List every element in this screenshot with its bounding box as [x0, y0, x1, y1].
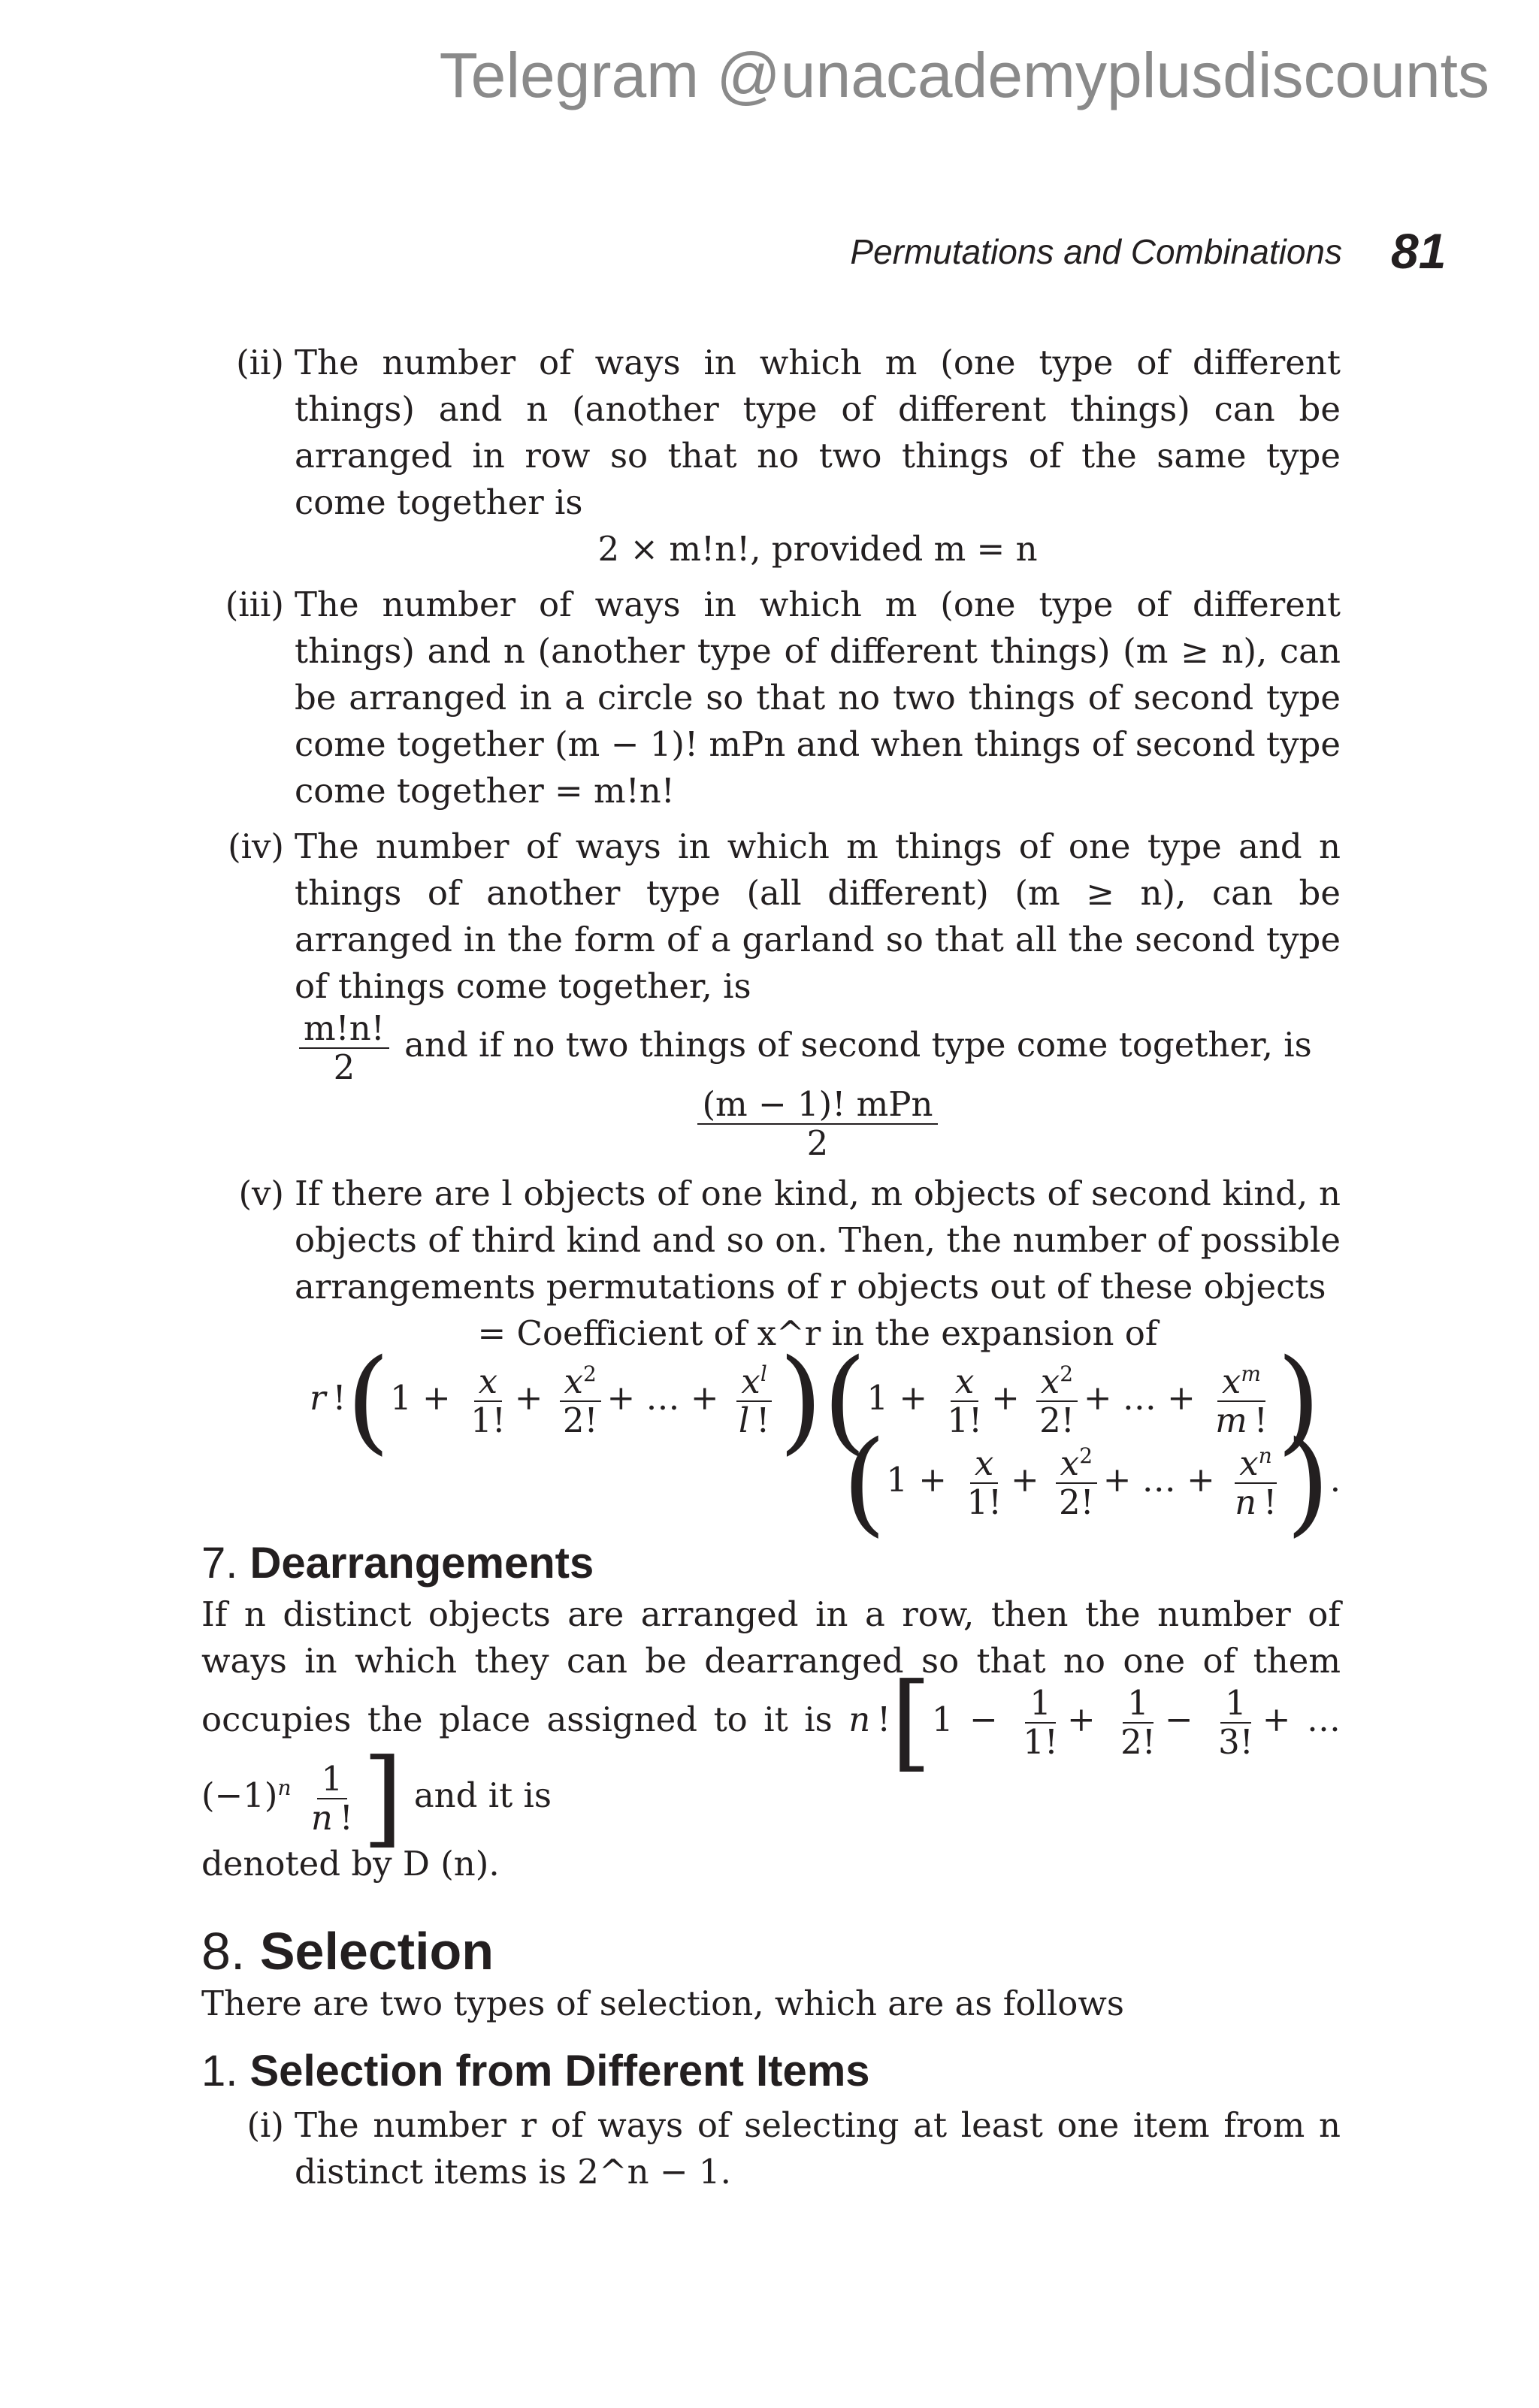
expansion-formula-line-1: r !(1 + $\frac{x}{1!}$ + $\frac{x^2}{2!}$ + … + $\frac{x^l}{l !}$ )(1 + $\frac{x}{1!}$ + $\frac{x^2}{2!}$ + … + $\frac{x^m}{m !}$ ) [310, 1335, 1321, 1467]
section-title: Dearrangements [249, 1539, 594, 1588]
dearrangement-formula: n ![1 − $\frac{1}{1!}$ + $\frac{1}{2!}$ − $\frac{1}{3!}$ + … $(-1)^n$ $\frac{1}{n !}$ ] [201, 1660, 1341, 1860]
fraction-denominator: 2 [806, 1122, 829, 1163]
formula-intro: = Coefficient of x^r in the expansion of [477, 1313, 1158, 1353]
page-number: 81 [1391, 223, 1447, 279]
list-item-iv [201, 823, 1341, 1162]
fraction-numerator: m!n! [299, 1010, 389, 1049]
formula: 2 × m!n!, provided m = n [597, 529, 1038, 569]
fraction [299, 1010, 389, 1086]
section-heading-dearrangements [201, 1540, 1341, 1587]
item-text: The number of ways in which m (one type of different things) and n (another type of different things) (m ≥ n), can be arranged in a circle so that no two things of second type come together (m − 1)! mPn and when things of second type come together = m!n! [295, 585, 1341, 811]
list-item-i [201, 2102, 1341, 2195]
item-number: (v) [238, 1174, 284, 1213]
section-title: Selection [259, 1922, 494, 1980]
item-text: The number of ways in which m things of one type and n things of another type (all different) (m ≥ n), can be arranged in the form of a garland so that all the second type of things come together, is [295, 826, 1341, 1006]
subsection-heading-different-items [201, 2048, 1341, 2095]
watermark: Telegram @unacademyplusdiscounts [439, 40, 1489, 110]
list-item-ii [201, 340, 1341, 573]
item-text: If there are l objects of one kind, m objects of second kind, n objects of third kind and so on. Then, the number of possible arrangements permutations of r objects out of these objects [295, 1174, 1341, 1307]
page-content [201, 340, 1341, 2204]
fraction-numerator: (m − 1)! mPn [697, 1086, 937, 1125]
paragraph-text-end: denoted by D (n). [201, 1844, 500, 1884]
item-text: The number of ways in which m (one type of different things) and n (another type of different things) can be arranged in row so that no two things of the same type come together is [295, 343, 1341, 522]
item-text: The number r of ways of selecting at least one item from n distinct items is 2^n − 1. [295, 2105, 1341, 2192]
item-number: (iii) [225, 585, 284, 624]
selection-paragraph: There are two types of selection, which are as follows [201, 1984, 1124, 2023]
fraction-denominator: 2 [333, 1047, 355, 1087]
section-number: 8. [201, 1922, 246, 1980]
running-head-title: Permutations and Combinations [850, 232, 1342, 271]
dearrangements-paragraph [201, 1591, 1341, 1887]
paragraph-text: If n distinct objects are arranged in a row, then the number of ways in which they can be dearranged so that no one of them occupies the place assigned to it is [201, 1594, 1341, 1739]
item-text-continued: and if no two things of second type come together, is [404, 1025, 1312, 1065]
list-item-iii [201, 582, 1341, 814]
subsection-number: 1. [201, 2047, 238, 2095]
paragraph-text-continued: and it is [413, 1775, 552, 1815]
section-number: 7. [201, 1539, 238, 1588]
item-number: (ii) [236, 343, 284, 382]
list-item-v [201, 1171, 1341, 1548]
item-number: (i) [246, 2105, 284, 2145]
expansion-formula-line-2: (1 + $\frac{x}{1!}$ + $\frac{x^2}{2!}$ + … + $\frac{x^n}{n !}$ ). [842, 1417, 1341, 1548]
section-heading-selection [201, 1922, 1341, 1980]
subsection-title: Selection from Different Items [249, 2047, 870, 2095]
fraction [697, 1086, 937, 1162]
item-number: (iv) [228, 826, 284, 866]
